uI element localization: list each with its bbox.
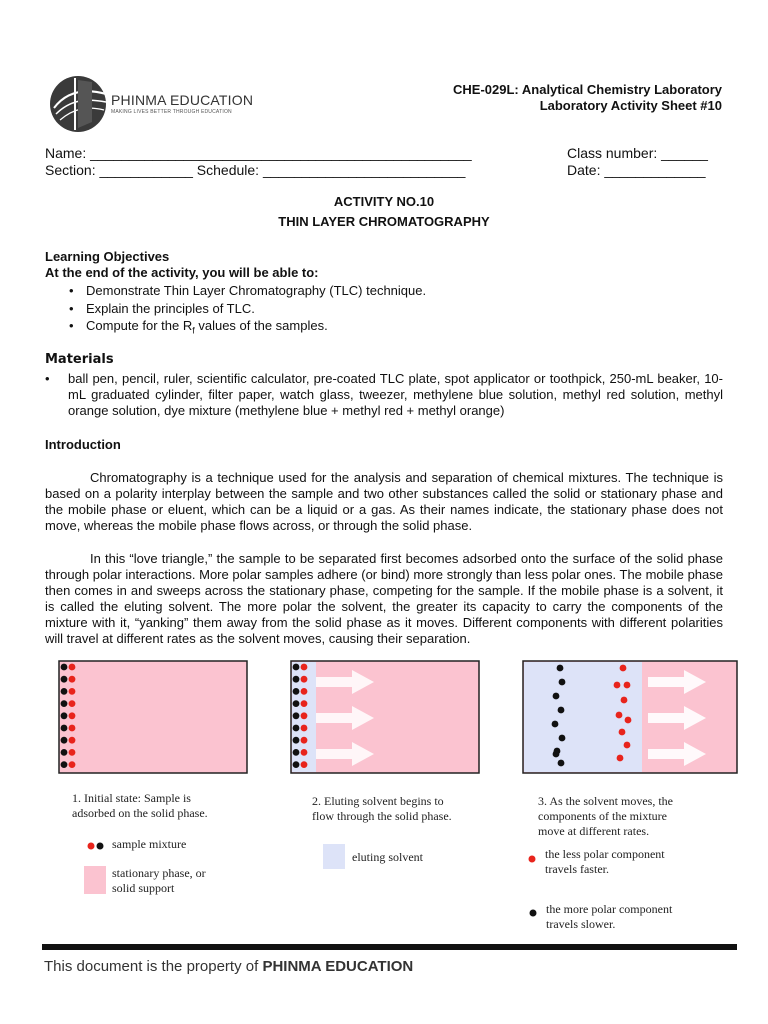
footer-rule xyxy=(42,944,737,950)
polar-component-dot xyxy=(559,679,566,686)
sample-dot xyxy=(69,664,76,671)
sample-dot xyxy=(61,712,68,719)
polar-component-dot xyxy=(558,707,565,714)
sample-dot xyxy=(69,737,76,744)
name-field: Name: _________________________________________________ xyxy=(45,145,472,161)
sample-dot xyxy=(293,761,300,768)
list-item xyxy=(62,317,426,340)
materials-list xyxy=(45,371,723,419)
caption-step-2: 2. Eluting solvent begins to flow through the solid phase. xyxy=(312,794,452,823)
sample-dot xyxy=(61,725,68,732)
date-field: Date: _____________ xyxy=(567,162,706,178)
sample-dot xyxy=(301,676,308,683)
list-item: • Explain the principles of TLC. xyxy=(62,300,426,318)
materials-heading: Materials xyxy=(45,352,114,367)
sample-dot xyxy=(69,688,76,695)
footer-owner: PHINMA EDUCATION xyxy=(262,958,414,975)
sample-dot xyxy=(69,725,76,732)
legend-stationary-swatch xyxy=(84,866,106,894)
sample-dot xyxy=(69,761,76,768)
tlc-figure xyxy=(0,650,768,785)
sample-dot xyxy=(61,737,68,744)
course-title: CHE-029L: Analytical Chemistry Laboratory xyxy=(453,82,722,97)
sample-dot xyxy=(61,664,68,671)
caption-step-1: 1. Initial state: Sample is adsorbed on the solid phase. xyxy=(72,791,208,820)
sample-dot xyxy=(69,700,76,707)
rf-suffix: values of the samples. xyxy=(194,318,328,333)
polar-component-dot xyxy=(558,760,565,767)
sample-dot xyxy=(61,676,68,683)
objectives-lead: At the end of the activity, you will be able to: xyxy=(45,265,319,280)
legend-less-polar: the less polar component travels faster. xyxy=(545,847,665,876)
sample-dot xyxy=(293,749,300,756)
bullet-glyph: • xyxy=(45,371,50,386)
nonpolar-component-dot xyxy=(624,682,631,689)
document-header xyxy=(453,82,722,114)
legend-eluting-solvent: eluting solvent xyxy=(352,850,423,864)
rf-subscript: f xyxy=(192,325,195,336)
sample-dot xyxy=(61,688,68,695)
objectives-list xyxy=(62,282,426,340)
sample-dot xyxy=(293,688,300,695)
panel-3-eluting-region xyxy=(524,662,642,772)
sample-dot xyxy=(301,749,308,756)
sample-dot xyxy=(301,664,308,671)
nonpolar-component-dot xyxy=(621,697,628,704)
nonpolar-component-dot xyxy=(617,755,624,762)
panel-1-stationary-phase xyxy=(59,661,247,773)
polar-component-dot xyxy=(559,735,566,742)
polar-component-dot xyxy=(552,721,559,728)
nonpolar-component-dot xyxy=(624,742,631,749)
footer-prefix: This document is the property of xyxy=(44,958,263,975)
sample-dot xyxy=(61,761,68,768)
polar-component-dot xyxy=(553,751,560,758)
nonpolar-component-dot xyxy=(614,682,621,689)
sample-dot xyxy=(301,725,308,732)
legend-eluting-swatch xyxy=(323,844,345,869)
sample-dot xyxy=(301,712,308,719)
polar-component-dot xyxy=(557,665,564,672)
sample-dot xyxy=(301,761,308,768)
polar-component-dot xyxy=(553,693,560,700)
sheet-title: Laboratory Activity Sheet #10 xyxy=(539,98,722,113)
intro-paragraph-2: In this “love triangle,” the sample to be separated first becomes adsorbed onto the surface of the solid phase through polar interactions. More polar samples adhere (or bind) more strongly than less polar ones. The mobile phase then comes in and sweeps across the stationary phase, competing for the sample. If the mobile phase is a solvent, it is called the eluting solvent. The more polar the solvent, the greater its capacity to carry the components of the mixture with it, “yanking” them away from the solid phase as it moves. Different components with different polarities will travel at different rates as the solvent moves, causing their separation. xyxy=(45,551,723,646)
sample-dot xyxy=(293,700,300,707)
nonpolar-component-dot xyxy=(620,665,627,672)
sample-dot xyxy=(301,700,308,707)
objectives-heading: Learning Objectives xyxy=(45,249,170,264)
legend-more-polar: the more polar component travels slower. xyxy=(546,902,673,931)
phinma-logo xyxy=(48,72,254,136)
sample-dot xyxy=(61,700,68,707)
rf-prefix: Compute for the R xyxy=(86,318,193,333)
nonpolar-component-dot xyxy=(619,729,626,736)
caption-step-3: 3. As the solvent moves, the components of the mixture move at different rates. xyxy=(538,794,673,838)
sample-dot xyxy=(293,725,300,732)
legend-mixture-dots xyxy=(86,838,106,856)
sample-dot xyxy=(301,737,308,744)
legend-stationary-phase: stationary phase, or solid support xyxy=(112,866,206,895)
intro-paragraph-1: Chromatography is a technique used for the analysis and separation of chemical mixtures. The technique is based on a polarity interplay between the sample and two other substances called the solid or stationary phase and the mobile phase or eluent, which can be a liquid or a gas. As their names indicate, the stationary phase does not move, whereas the mobile phase flows across, or through the solid phase. xyxy=(45,470,723,533)
legend-red-dot xyxy=(528,850,536,868)
sample-dot xyxy=(69,676,76,683)
introduction-heading: Introduction xyxy=(45,437,121,452)
logo-name: PHINMA EDUCATION xyxy=(111,92,254,108)
sample-dot xyxy=(293,676,300,683)
materials-text: ball pen, pencil, ruler, scientific calculator, pre-coated TLC plate, spot applicator or toothpick, 250-mL beaker, 10-mL graduated cylinder, filter paper, watch glass, tweezer, methylene blue solution, methyl red solution, methyl orange solution, dye mixture (methylene blue + methyl red + methyl orange) xyxy=(68,371,723,418)
nonpolar-component-dot xyxy=(625,717,632,724)
phinma-swirl-icon xyxy=(48,72,108,136)
nonpolar-component-dot xyxy=(616,712,623,719)
sample-dot xyxy=(69,749,76,756)
list-item: • Demonstrate Thin Layer Chromatography (TLC) technique. xyxy=(62,282,426,300)
activity-title: THIN LAYER CHROMATOGRAPHY xyxy=(278,214,490,229)
sample-dot xyxy=(293,712,300,719)
legend-black-dot xyxy=(529,904,537,922)
activity-number: ACTIVITY NO.10 xyxy=(333,194,435,209)
class-number-field: Class number: ______ xyxy=(567,145,708,161)
logo-tagline: MAKING LIVES BETTER THROUGH EDUCATION xyxy=(111,109,232,115)
footer-text xyxy=(44,958,413,975)
legend-sample-mixture: sample mixture xyxy=(112,837,187,851)
sample-dot xyxy=(301,688,308,695)
sample-dot xyxy=(61,749,68,756)
section-schedule-field: Section: ____________ Schedule: __________________________ xyxy=(45,162,466,178)
sample-dot xyxy=(69,712,76,719)
sample-dot xyxy=(293,664,300,671)
sample-dot xyxy=(293,737,300,744)
